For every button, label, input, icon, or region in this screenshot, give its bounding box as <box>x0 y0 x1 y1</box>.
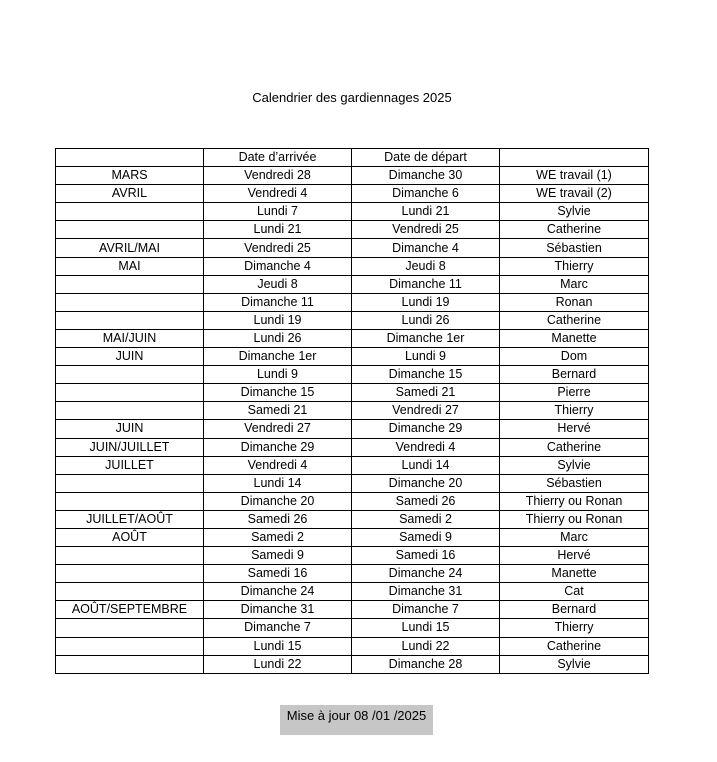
arrival-cell: Vendredi 4 <box>204 456 352 474</box>
header-cell-departure: Date de départ <box>352 149 500 167</box>
arrival-cell: Dimanche 31 <box>204 601 352 619</box>
month-cell: JUIN <box>56 348 204 366</box>
month-cell <box>56 637 204 655</box>
header-cell-arrival: Date d’arrivée <box>204 149 352 167</box>
arrival-cell: Dimanche 24 <box>204 583 352 601</box>
header-cell-person <box>500 149 649 167</box>
departure-cell: Lundi 19 <box>352 293 500 311</box>
departure-cell: Dimanche 6 <box>352 185 500 203</box>
table-row <box>56 257 649 275</box>
departure-cell: Samedi 21 <box>352 384 500 402</box>
departure-cell: Dimanche 30 <box>352 167 500 185</box>
person-cell: WE travail (2) <box>500 185 649 203</box>
arrival-cell: Lundi 15 <box>204 637 352 655</box>
departure-cell: Lundi 26 <box>352 311 500 329</box>
schedule-table <box>55 148 649 674</box>
arrival-cell: Lundi 14 <box>204 474 352 492</box>
month-cell <box>56 565 204 583</box>
person-cell: Catherine <box>500 438 649 456</box>
person-cell: Sébastien <box>500 474 649 492</box>
departure-cell: Dimanche 4 <box>352 239 500 257</box>
month-cell <box>56 203 204 221</box>
header-cell-month <box>56 149 204 167</box>
month-cell: JUILLET <box>56 456 204 474</box>
table-row <box>56 474 649 492</box>
month-cell <box>56 311 204 329</box>
person-cell: Hervé <box>500 547 649 565</box>
person-cell: Sylvie <box>500 655 649 673</box>
departure-cell: Samedi 26 <box>352 492 500 510</box>
table-row <box>56 528 649 546</box>
month-cell <box>56 275 204 293</box>
departure-cell: Samedi 2 <box>352 510 500 528</box>
departure-cell: Lundi 21 <box>352 203 500 221</box>
arrival-cell: Dimanche 7 <box>204 619 352 637</box>
month-cell <box>56 492 204 510</box>
arrival-cell: Dimanche 4 <box>204 257 352 275</box>
month-cell <box>56 384 204 402</box>
arrival-cell: Samedi 16 <box>204 565 352 583</box>
month-cell: AVRIL <box>56 185 204 203</box>
departure-cell: Vendredi 4 <box>352 438 500 456</box>
table-row <box>56 167 649 185</box>
departure-cell: Samedi 9 <box>352 528 500 546</box>
table-row <box>56 366 649 384</box>
arrival-cell: Vendredi 28 <box>204 167 352 185</box>
departure-cell: Jeudi 8 <box>352 257 500 275</box>
month-cell: MAI <box>56 257 204 275</box>
arrival-cell: Vendredi 4 <box>204 185 352 203</box>
person-cell: Marc <box>500 528 649 546</box>
person-cell: Cat <box>500 583 649 601</box>
person-cell: Marc <box>500 275 649 293</box>
month-cell: AVRIL/MAI <box>56 239 204 257</box>
header-row <box>56 149 649 167</box>
table-row <box>56 547 649 565</box>
table-row <box>56 619 649 637</box>
update-note: Mise à jour 08 /01 /2025 <box>280 705 433 735</box>
arrival-cell: Lundi 7 <box>204 203 352 221</box>
arrival-cell: Lundi 9 <box>204 366 352 384</box>
table-row <box>56 420 649 438</box>
person-cell: Thierry ou Ronan <box>500 492 649 510</box>
departure-cell: Lundi 14 <box>352 456 500 474</box>
table-row <box>56 384 649 402</box>
arrival-cell: Samedi 9 <box>204 547 352 565</box>
month-cell: MAI/JUIN <box>56 329 204 347</box>
arrival-cell: Dimanche 1er <box>204 348 352 366</box>
month-cell <box>56 221 204 239</box>
departure-cell: Vendredi 25 <box>352 221 500 239</box>
month-cell <box>56 474 204 492</box>
table-row <box>56 311 649 329</box>
person-cell: Hervé <box>500 420 649 438</box>
person-cell: Catherine <box>500 221 649 239</box>
departure-cell: Lundi 15 <box>352 619 500 637</box>
person-cell: Bernard <box>500 601 649 619</box>
person-cell: Manette <box>500 329 649 347</box>
person-cell: Thierry <box>500 257 649 275</box>
departure-cell: Dimanche 15 <box>352 366 500 384</box>
table-row <box>56 510 649 528</box>
table-row <box>56 185 649 203</box>
person-cell: Thierry ou Ronan <box>500 510 649 528</box>
arrival-cell: Lundi 26 <box>204 329 352 347</box>
person-cell: Thierry <box>500 619 649 637</box>
departure-cell: Samedi 16 <box>352 547 500 565</box>
month-cell <box>56 547 204 565</box>
arrival-cell: Lundi 19 <box>204 311 352 329</box>
table-row <box>56 492 649 510</box>
person-cell: Pierre <box>500 384 649 402</box>
table-row <box>56 583 649 601</box>
arrival-cell: Samedi 21 <box>204 402 352 420</box>
departure-cell: Dimanche 24 <box>352 565 500 583</box>
person-cell: Sylvie <box>500 456 649 474</box>
arrival-cell: Samedi 2 <box>204 528 352 546</box>
schedule-body <box>56 149 649 674</box>
month-cell <box>56 293 204 311</box>
arrival-cell: Vendredi 27 <box>204 420 352 438</box>
person-cell: Bernard <box>500 366 649 384</box>
month-cell <box>56 402 204 420</box>
table-row <box>56 655 649 673</box>
departure-cell: Lundi 9 <box>352 348 500 366</box>
table-row <box>56 329 649 347</box>
month-cell <box>56 583 204 601</box>
table-row <box>56 601 649 619</box>
person-cell: Catherine <box>500 637 649 655</box>
person-cell: Dom <box>500 348 649 366</box>
month-cell: JUIN/JUILLET <box>56 438 204 456</box>
document-title: Calendrier des gardiennages 2025 <box>252 90 452 105</box>
person-cell: Ronan <box>500 293 649 311</box>
arrival-cell: Dimanche 11 <box>204 293 352 311</box>
arrival-cell: Lundi 22 <box>204 655 352 673</box>
arrival-cell: Jeudi 8 <box>204 275 352 293</box>
departure-cell: Dimanche 11 <box>352 275 500 293</box>
arrival-cell: Lundi 21 <box>204 221 352 239</box>
person-cell: Sébastien <box>500 239 649 257</box>
arrival-cell: Dimanche 15 <box>204 384 352 402</box>
person-cell: Catherine <box>500 311 649 329</box>
departure-cell: Dimanche 31 <box>352 583 500 601</box>
departure-cell: Dimanche 29 <box>352 420 500 438</box>
month-cell: MARS <box>56 167 204 185</box>
arrival-cell: Dimanche 29 <box>204 438 352 456</box>
departure-cell: Dimanche 28 <box>352 655 500 673</box>
table-row <box>56 565 649 583</box>
month-cell: AOÛT/SEPTEMBRE <box>56 601 204 619</box>
arrival-cell: Dimanche 20 <box>204 492 352 510</box>
month-cell <box>56 366 204 384</box>
person-cell: WE travail (1) <box>500 167 649 185</box>
table-row <box>56 348 649 366</box>
arrival-cell: Vendredi 25 <box>204 239 352 257</box>
departure-cell: Dimanche 7 <box>352 601 500 619</box>
table-row <box>56 239 649 257</box>
table-row <box>56 203 649 221</box>
table-row <box>56 637 649 655</box>
month-cell: AOÛT <box>56 528 204 546</box>
month-cell: JUIN <box>56 420 204 438</box>
arrival-cell: Samedi 26 <box>204 510 352 528</box>
departure-cell: Vendredi 27 <box>352 402 500 420</box>
table-row <box>56 275 649 293</box>
table-row <box>56 402 649 420</box>
person-cell: Sylvie <box>500 203 649 221</box>
person-cell: Manette <box>500 565 649 583</box>
month-cell <box>56 619 204 637</box>
departure-cell: Lundi 22 <box>352 637 500 655</box>
table-row <box>56 293 649 311</box>
person-cell: Thierry <box>500 402 649 420</box>
month-cell: JUILLET/AOÛT <box>56 510 204 528</box>
table-row <box>56 456 649 474</box>
table-row <box>56 438 649 456</box>
departure-cell: Dimanche 20 <box>352 474 500 492</box>
month-cell <box>56 655 204 673</box>
table-row <box>56 221 649 239</box>
departure-cell: Dimanche 1er <box>352 329 500 347</box>
